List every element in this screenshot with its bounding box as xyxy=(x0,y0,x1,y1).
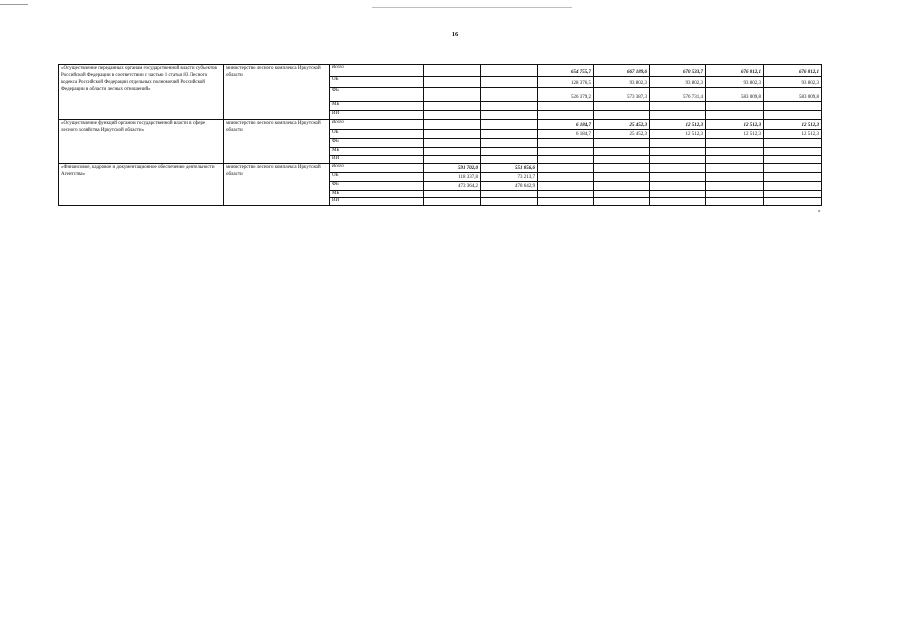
amount-cell xyxy=(481,65,538,77)
amount-cell: 473 364,2 xyxy=(424,182,481,191)
amount-cell xyxy=(706,198,764,206)
funding-source-cell: Всего xyxy=(330,164,424,173)
amount-cell xyxy=(650,182,706,191)
amount-cell xyxy=(424,120,481,130)
amount-cell xyxy=(650,173,706,182)
scan-artifact-top-left xyxy=(0,4,28,5)
funding-source-cell: ФБ xyxy=(330,139,424,148)
amount-cell: 576 731,4 xyxy=(650,88,706,102)
funding-source-cell: МБ xyxy=(330,191,424,198)
amount-cell: 551 856,6 xyxy=(481,164,538,173)
amount-cell: 591 702,0 xyxy=(424,164,481,173)
amount-cell xyxy=(706,102,764,111)
amount-cell: 25 452,3 xyxy=(594,130,650,139)
amount-cell xyxy=(594,111,650,120)
amount-cell: 478 642,9 xyxy=(481,182,538,191)
amount-cell xyxy=(706,164,764,173)
amount-cell xyxy=(594,164,650,173)
funding-source-cell: Всего xyxy=(330,65,424,77)
amount-cell xyxy=(764,148,822,156)
amount-cell xyxy=(650,139,706,148)
amount-cell: 6 184,7 xyxy=(538,120,594,130)
amount-cell: 93 802,3 xyxy=(706,77,764,88)
funding-source-cell: ОБ xyxy=(330,77,424,88)
amount-cell xyxy=(706,173,764,182)
amount-cell xyxy=(650,102,706,111)
amount-cell xyxy=(481,139,538,148)
amount-cell: 573 387,3 xyxy=(594,88,650,102)
amount-cell xyxy=(538,102,594,111)
amount-cell: 583 009,8 xyxy=(706,88,764,102)
amount-cell xyxy=(706,148,764,156)
amount-cell: 667 189,6 xyxy=(594,65,650,77)
amount-cell xyxy=(764,198,822,206)
amount-cell xyxy=(481,198,538,206)
amount-cell: 12 512,3 xyxy=(650,120,706,130)
funding-source-cell: Всего xyxy=(330,120,424,130)
closing-quote-mark: » xyxy=(818,209,821,214)
amount-cell: 526 379,2 xyxy=(538,88,594,102)
amount-cell xyxy=(538,182,594,191)
amount-cell xyxy=(481,148,538,156)
amount-cell xyxy=(538,156,594,164)
amount-cell: 676 812,1 xyxy=(764,65,822,77)
funding-source-cell: ИИ xyxy=(330,111,424,120)
amount-cell xyxy=(650,111,706,120)
funding-source-cell: ИИ xyxy=(330,156,424,164)
amount-cell xyxy=(481,102,538,111)
page-number: 16 xyxy=(451,31,459,38)
amount-cell xyxy=(650,156,706,164)
funding-source-cell: ИИ xyxy=(330,198,424,206)
amount-cell xyxy=(424,198,481,206)
amount-cell xyxy=(538,148,594,156)
amount-cell: 128 376,5 xyxy=(538,77,594,88)
amount-cell: 12 512,3 xyxy=(650,130,706,139)
funding-source-cell: ОБ xyxy=(330,173,424,182)
amount-cell xyxy=(764,182,822,191)
amount-cell xyxy=(706,191,764,198)
amount-cell xyxy=(764,164,822,173)
amount-cell xyxy=(706,182,764,191)
scan-artifact-top-center xyxy=(372,7,572,8)
amount-cell xyxy=(481,77,538,88)
amount-cell xyxy=(706,111,764,120)
amount-cell: 118 337,8 xyxy=(424,173,481,182)
amount-cell: 12 512,3 xyxy=(706,120,764,130)
amount-cell xyxy=(594,156,650,164)
amount-cell: 25 452,3 xyxy=(594,120,650,130)
amount-cell: 583 009,8 xyxy=(764,88,822,102)
amount-cell xyxy=(481,130,538,139)
amount-cell xyxy=(650,191,706,198)
program-event-name: «Осуществление переданных органам государственной власти субъектов Российской Федерации в соответствии с частью 1 статьи 83 Лесного кодекса Российской Федерации отдельных полномочий Российской Федерации в области лесных отношений» xyxy=(59,65,224,120)
amount-cell xyxy=(706,139,764,148)
funding-source-cell: МБ xyxy=(330,102,424,111)
funding-source-cell: ФБ xyxy=(330,88,424,102)
amount-cell xyxy=(764,191,822,198)
amount-cell xyxy=(481,156,538,164)
amount-cell xyxy=(764,156,822,164)
amount-cell xyxy=(764,111,822,120)
amount-cell xyxy=(424,148,481,156)
amount-cell xyxy=(764,102,822,111)
funding-source-cell: ФБ xyxy=(330,182,424,191)
amount-cell: 12 512,3 xyxy=(706,130,764,139)
executor-cell: министерство лесного комплекса Иркутской области xyxy=(224,120,330,164)
amount-cell: 12 512,3 xyxy=(764,130,822,139)
amount-cell xyxy=(594,102,650,111)
amount-cell xyxy=(594,191,650,198)
amount-cell xyxy=(424,111,481,120)
amount-cell xyxy=(764,173,822,182)
amount-cell xyxy=(481,88,538,102)
amount-cell xyxy=(481,120,538,130)
amount-cell: 73 213,7 xyxy=(481,173,538,182)
table-body xyxy=(59,65,822,206)
amount-cell xyxy=(481,191,538,198)
executor-cell: министерство лесного комплекса Иркутской области xyxy=(224,65,330,120)
amount-cell xyxy=(594,139,650,148)
amount-cell xyxy=(764,139,822,148)
amount-cell: 676 812,1 xyxy=(706,65,764,77)
amount-cell xyxy=(424,156,481,164)
table-row xyxy=(59,120,822,130)
amount-cell xyxy=(538,191,594,198)
budget-table xyxy=(58,64,822,206)
amount-cell xyxy=(538,164,594,173)
amount-cell xyxy=(594,198,650,206)
table-row xyxy=(59,65,822,77)
amount-cell xyxy=(538,139,594,148)
amount-cell: 670 533,7 xyxy=(650,65,706,77)
amount-cell xyxy=(424,77,481,88)
amount-cell xyxy=(424,139,481,148)
amount-cell xyxy=(650,164,706,173)
amount-cell: 654 755,7 xyxy=(538,65,594,77)
amount-cell xyxy=(424,88,481,102)
amount-cell xyxy=(424,102,481,111)
amount-cell xyxy=(424,65,481,77)
funding-source-cell: ОБ xyxy=(330,130,424,139)
amount-cell xyxy=(424,130,481,139)
amount-cell: 6 184,7 xyxy=(538,130,594,139)
amount-cell: 93 802,3 xyxy=(650,77,706,88)
program-event-name: «Осуществление функций органом государственной власти в сфере лесного хозяйства Иркутской области» xyxy=(59,120,224,164)
amount-cell xyxy=(538,198,594,206)
executor-cell: министерство лесного комплекса Иркутской области xyxy=(224,164,330,206)
amount-cell xyxy=(538,111,594,120)
amount-cell xyxy=(538,173,594,182)
amount-cell xyxy=(594,182,650,191)
amount-cell xyxy=(594,148,650,156)
amount-cell: 12 512,3 xyxy=(764,120,822,130)
amount-cell xyxy=(650,148,706,156)
amount-cell xyxy=(424,191,481,198)
amount-cell: 93 802,3 xyxy=(594,77,650,88)
funding-source-cell: МБ xyxy=(330,148,424,156)
program-event-name: «Финансовое, кадровое и документационное обеспечение деятельности Агентства» xyxy=(59,164,224,206)
amount-cell xyxy=(481,111,538,120)
amount-cell: 93 802,3 xyxy=(764,77,822,88)
amount-cell xyxy=(594,173,650,182)
amount-cell xyxy=(650,198,706,206)
amount-cell xyxy=(706,156,764,164)
table-row xyxy=(59,164,822,173)
